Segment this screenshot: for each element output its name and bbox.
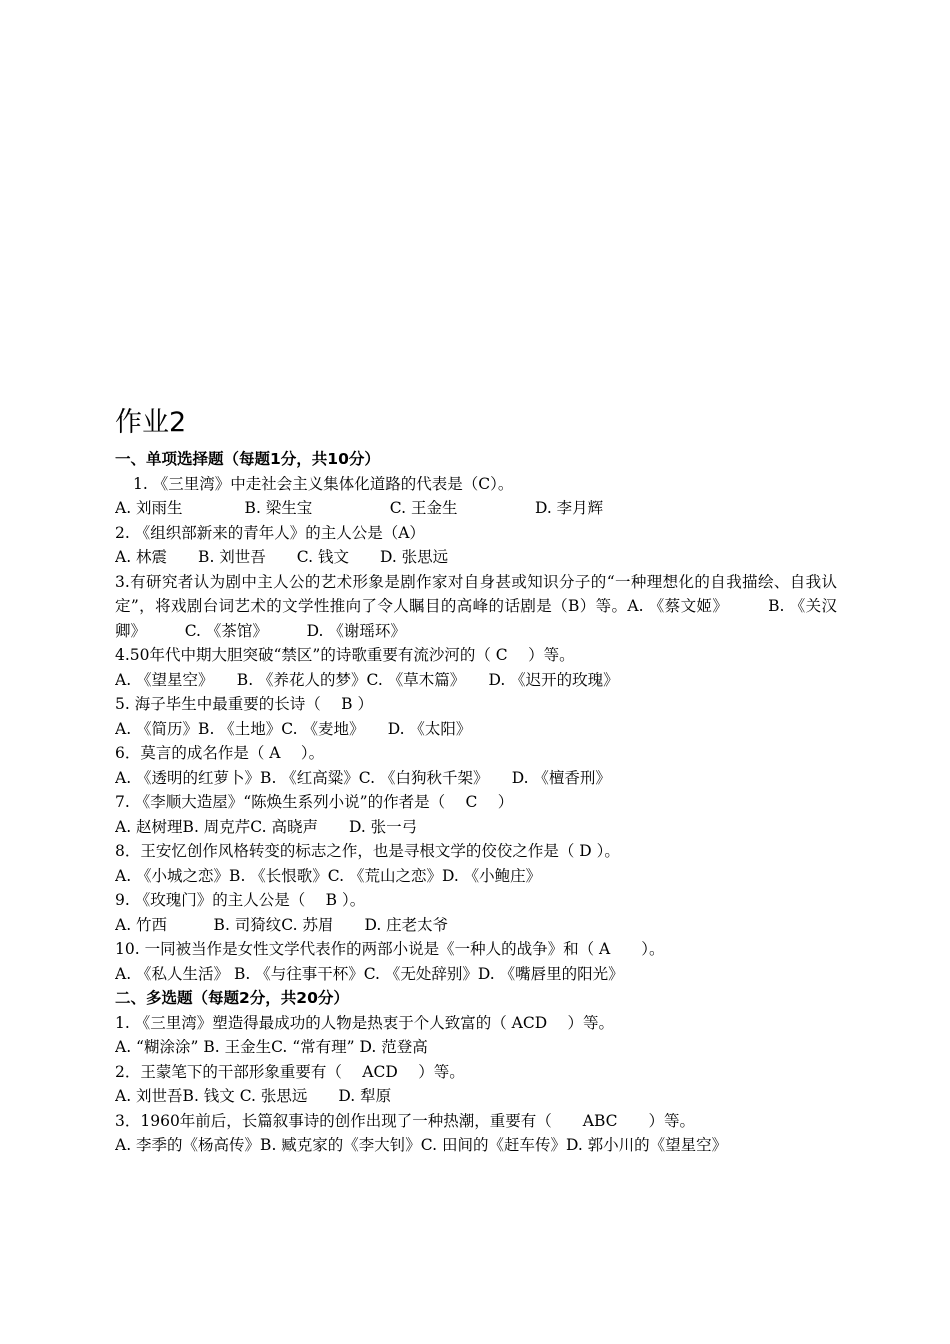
question-text: 9. 《玫瑰门》的主人公是（ B ）。 xyxy=(115,891,366,909)
question-text: 6．莫言的成名作是（ A ）。 xyxy=(115,744,325,762)
question-text: 2. 《组织部新来的青年人》的主人公是（A） xyxy=(115,523,425,542)
options-text: A. 《小城之恋》B. 《长恨歌》C. 《荒山之恋》D. 《小鲍庄》 xyxy=(115,866,542,885)
options-text: A. 《望星空》 B. 《养花人的梦》C. 《草木篇》 D. 《迟开的玫瑰》 xyxy=(115,670,619,689)
question-text: 3．1960年前后，长篇叙事诗的创作出现了一种热潮，重要有（ ABC ）等。 xyxy=(115,1111,696,1130)
options-text: A. 李季的《杨高传》B. 臧克家的《李大钊》C. 田间的《赶车传》D. 郭小川的《望星空》 xyxy=(115,1136,728,1154)
question-text: 10. 一同被当作是女性文学代表作的两部小说是《一种人的战争》和（ A ）。 xyxy=(115,940,665,958)
page-title: 作业2 xyxy=(115,407,187,438)
question-text: 2．王蒙笔下的干部形象重要有（ ACD ）等。 xyxy=(115,1062,465,1081)
section-heading: 一、单项选择题（每题1分，共10分） xyxy=(115,450,380,468)
options-text: A. 刘雨生 B. 梁生宝 C. 王金生 D. 李月辉 xyxy=(115,499,604,517)
section-single-choice xyxy=(115,447,837,986)
question-text: 1. 《三里湾》中走社会主义集体化道路的代表是（C）。 xyxy=(133,474,514,493)
options-text: A. 《透明的红萝卜》B. 《红高粱》C. 《白狗秋千架》 D. 《檀香刑》 xyxy=(115,768,611,787)
options-text: A. 林震 B. 刘世吾 C. 钱文 D. 张思远 xyxy=(115,548,449,566)
question-text: 3.有研究者认为剧中主人公的艺术形象是剧作家对自身甚或知识分子的“一种理想化的自我描绘、自我认定”，将戏剧台词艺术的文学性推向了令人瞩目的高峰的话剧是（B）等。A. 《蔡文姬》 B. 《关汉卿》 C. 《茶馆》 D. 《谢瑶环》 xyxy=(115,572,837,640)
options-text: A. 刘世吾B. 钱文 C. 张思远 D. 犁原 xyxy=(115,1087,392,1105)
question-text: 5. 海子毕生中最重要的长诗（ B ） xyxy=(115,695,373,713)
options-text: A. 《私人生活》 B. 《与往事干杯》C. 《无处辞别》D. 《嘴唇里的阳光》 xyxy=(115,964,624,983)
options-text: A. 《简历》B. 《土地》C. 《麦地》 D. 《太阳》 xyxy=(115,719,472,738)
question-text: 4.50年代中期大胆突破“禁区”的诗歌重要有流沙河的（ C ）等。 xyxy=(115,646,575,664)
section-heading: 二、多选题（每题2分，共20分） xyxy=(115,989,349,1007)
question-text: 1. 《三里湾》塑造得最成功的人物是热衷于个人致富的（ ACD ）等。 xyxy=(115,1013,615,1032)
question-text: 7. 《李顺大造屋》“陈焕生系列小说”的作者是（ C ） xyxy=(115,793,514,811)
question-text: 8．王安忆创作风格转变的标志之作，也是寻根文学的佼佼之作是（ D ）。 xyxy=(115,842,620,860)
options-text: A. 竹西 B. 司猗纹C. 苏眉 D. 庄老太爷 xyxy=(115,915,449,934)
document-page xyxy=(115,405,837,1158)
section-multiple-choice xyxy=(115,986,837,1158)
options-text: A. 赵树理B. 周克芹C. 高晓声 D. 张一弓 xyxy=(115,817,418,836)
options-text: A. “糊涂涂” B. 王金生C. “常有理” D. 范登高 xyxy=(115,1038,428,1056)
